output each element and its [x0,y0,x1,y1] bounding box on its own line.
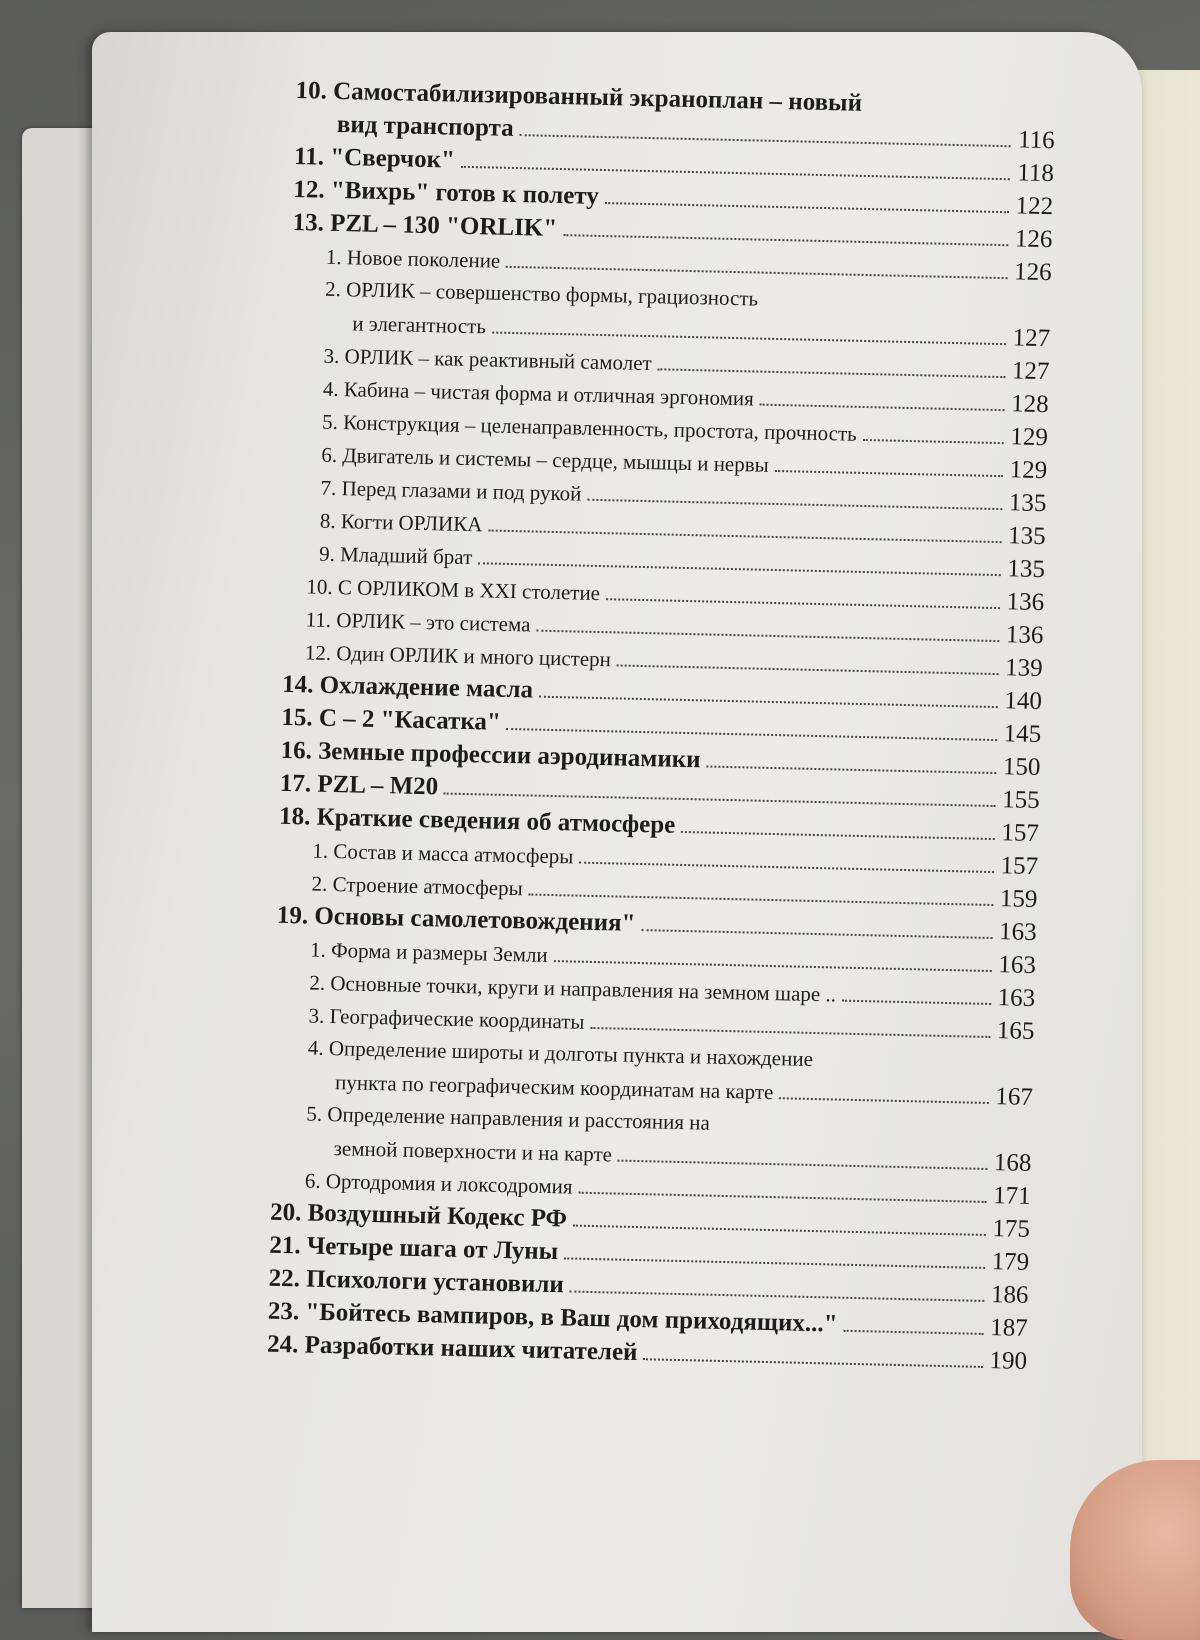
entry-title: Самостабилизированный экраноплан – новый [332,77,863,117]
entry-title: "Сверчок" [329,143,456,174]
leader-dots [570,1290,985,1302]
leader-dots [573,1224,986,1236]
entry-number: 2. [311,871,328,896]
entry-number: 24. [266,1330,299,1359]
entry-page: 129 [1009,456,1048,485]
entry-number: 17. [279,769,312,798]
entry-number: 13. [292,208,325,237]
entry-number: 16. [280,736,313,765]
entry-page: 140 [1004,687,1043,716]
entry-title: Форма и размеры Земли [330,938,548,967]
leader-dots [641,928,992,939]
entry-title: Охлаждение масла [319,671,534,704]
leader-dots [843,1329,983,1335]
entry-page: 118 [1017,159,1055,188]
leader-dots [643,1357,983,1368]
entry-number: 20. [269,1198,302,1227]
entry-title: Воздушный Кодекс РФ [307,1199,568,1233]
entry-page: 165 [996,1017,1035,1045]
leader-dots [617,663,999,675]
entry-title: PZL – 130 "ORLIK" [329,209,558,242]
entry-page: 168 [993,1149,1032,1177]
entry-title: Новое поколение [346,245,501,273]
entry-number: 3. [323,343,340,369]
entry-page: 157 [1000,852,1039,881]
leader-dots [658,367,1006,378]
entry-page: 175 [992,1215,1031,1243]
entry-page: 129 [1010,423,1049,452]
entry-title: Земные профессии аэродинамики [317,737,701,774]
leader-dots [706,764,996,774]
entry-number: 6. [304,1168,321,1193]
entry-title: Психологи установили [305,1265,565,1299]
leader-dots [488,528,1001,543]
entry-number: 12. [304,640,332,665]
entry-number: 3. [308,1003,325,1028]
leader-dots [507,727,998,741]
entry-title: Краткие сведения об атмосфере [316,803,676,839]
table-of-contents [267,74,1056,1378]
entry-page: 139 [1004,654,1044,683]
entry-page: 116 [1017,126,1055,155]
leader-dots [539,695,998,708]
entry-title: пункта по географическим координатам на карте [334,1070,774,1105]
entry-number: 5. [321,409,339,435]
leader-dots [842,999,991,1005]
leader-dots [606,597,1000,609]
entry-number: 1. [312,838,329,863]
entry-number: 4. [322,376,339,402]
entry-title: Основные точки, круги и направления на земном шаре .. [330,971,837,1007]
entry-title: ОРЛИК – совершенство формы, грациозность [345,277,759,311]
entry-title: ОРЛИК – это система [336,608,531,637]
entry-number: 1. [309,937,327,962]
entry-number: 9. [318,541,336,567]
leader-dots [536,629,999,643]
entry-title: Географические координаты [329,1004,585,1034]
entry-number: 21. [269,1231,301,1260]
entry-page: 127 [1011,357,1050,386]
entry-number: 14. [281,670,314,699]
leader-dots [681,830,995,840]
entry-title: Ортодромия и локсодромия [325,1168,573,1199]
entry-page: 122 [1015,192,1054,221]
entry-title: Младший брат [339,542,473,570]
entry-page: 136 [1005,621,1044,650]
entry-number: 12. [293,175,325,204]
entry-page: 128 [1010,390,1049,419]
entry-number: 4. [307,1035,324,1060]
entry-title: Определение широты и долготы пункта и нахождение [328,1036,814,1071]
leader-dots [779,1096,989,1104]
entry-title: Строение атмосферы [332,872,524,901]
entry-page: 163 [997,984,1036,1013]
entry-number: 11. [305,607,332,632]
entry-number: 5. [306,1101,323,1126]
entry-title: и элегантность [352,311,487,339]
leader-dots [563,233,1008,246]
leader-dots [579,861,994,873]
entry-title: Состав и масса атмосферы [333,839,574,869]
entry-title: "Бойтесь вампиров, в Ваш дом приходящих..." [305,1298,838,1338]
leader-dots [520,133,1011,147]
entry-number: 1. [325,244,342,270]
entry-page: 163 [998,951,1037,980]
entry-title: ОРЛИК – как реактивный самолет [344,344,653,376]
leader-dots [618,1159,988,1170]
entry-page: 150 [1002,753,1041,782]
entry-title: Определение направления и расстояния на [327,1101,711,1135]
leader-dots [590,1026,990,1038]
entry-number: 2. [309,970,326,995]
entry-page: 186 [990,1281,1029,1309]
entry-number: 15. [281,703,313,732]
entry-page: 126 [1013,258,1052,287]
entry-title: Конструкция – целенаправленность, простота, прочность [342,410,858,446]
entry-page: 159 [999,885,1038,914]
entry-page: 190 [989,1347,1028,1375]
leader-dots [578,1191,986,1203]
entry-title: Кабина – чистая форма и отличная эргономия [343,377,755,411]
leader-dots [529,892,994,906]
entry-title: "Вихрь" готов к полету [330,176,600,210]
entry-title: Двигатель и системы – сердце, мышцы и нервы [342,443,770,477]
entry-page: 136 [1006,588,1045,617]
entry-number: 19. [276,901,309,930]
leader-dots [775,469,1003,477]
entry-page: 155 [1001,786,1041,815]
entry-number: 7. [320,475,337,501]
entry-number: 2. [324,276,342,302]
leader-dots [587,498,1002,510]
entry-page: 135 [1007,555,1046,584]
entry-title: Перед глазами и под рукой [341,476,582,506]
entry-number: 10. [306,574,333,599]
entry-title: Разработки наших читателей [304,1331,638,1367]
entry-page: 163 [998,918,1038,947]
leader-dots [492,331,1006,346]
leader-dots [863,438,1004,444]
entry-number: 22. [268,1264,301,1293]
entry-page: 179 [991,1248,1030,1276]
entry-title: Четыре шага от Луны [306,1232,559,1266]
entry-title: С ОРЛИКОМ в XXI столетие [337,575,601,606]
entry-number: 18. [278,802,311,831]
entry-number: 6. [321,442,338,468]
entry-number: 10. [295,76,328,105]
leader-dots [605,201,1009,213]
entry-page: 135 [1007,522,1047,551]
entry-number: 23. [267,1297,300,1326]
entry-page: 135 [1008,489,1047,518]
entry-title: PZL – M20 [317,770,439,801]
entry-title: вид транспорта [336,110,514,142]
entry-title: Один ОРЛИК и много цистерн [336,641,612,672]
entry-title: земной поверхности и на карте [333,1136,613,1167]
entry-title: С – 2 "Касатка" [318,704,502,736]
entry-page: 167 [995,1083,1034,1111]
entry-page: 171 [992,1182,1032,1210]
leader-dots [506,265,1007,279]
entry-title: Основы самолетовождения" [314,902,636,937]
entry-page: 127 [1012,324,1051,353]
entry-page: 145 [1003,720,1042,749]
leader-dots [564,1256,985,1269]
leader-dots [478,561,1001,576]
entry-number: 8. [319,508,336,534]
entry-page: 126 [1014,225,1053,254]
entry-title: Когти ОРЛИКА [340,509,483,537]
leader-dots [760,403,1005,412]
entry-page: 157 [1001,819,1040,848]
leader-dots [554,959,992,972]
entry-number: 11. [293,142,325,171]
entry-page: 187 [989,1314,1029,1342]
